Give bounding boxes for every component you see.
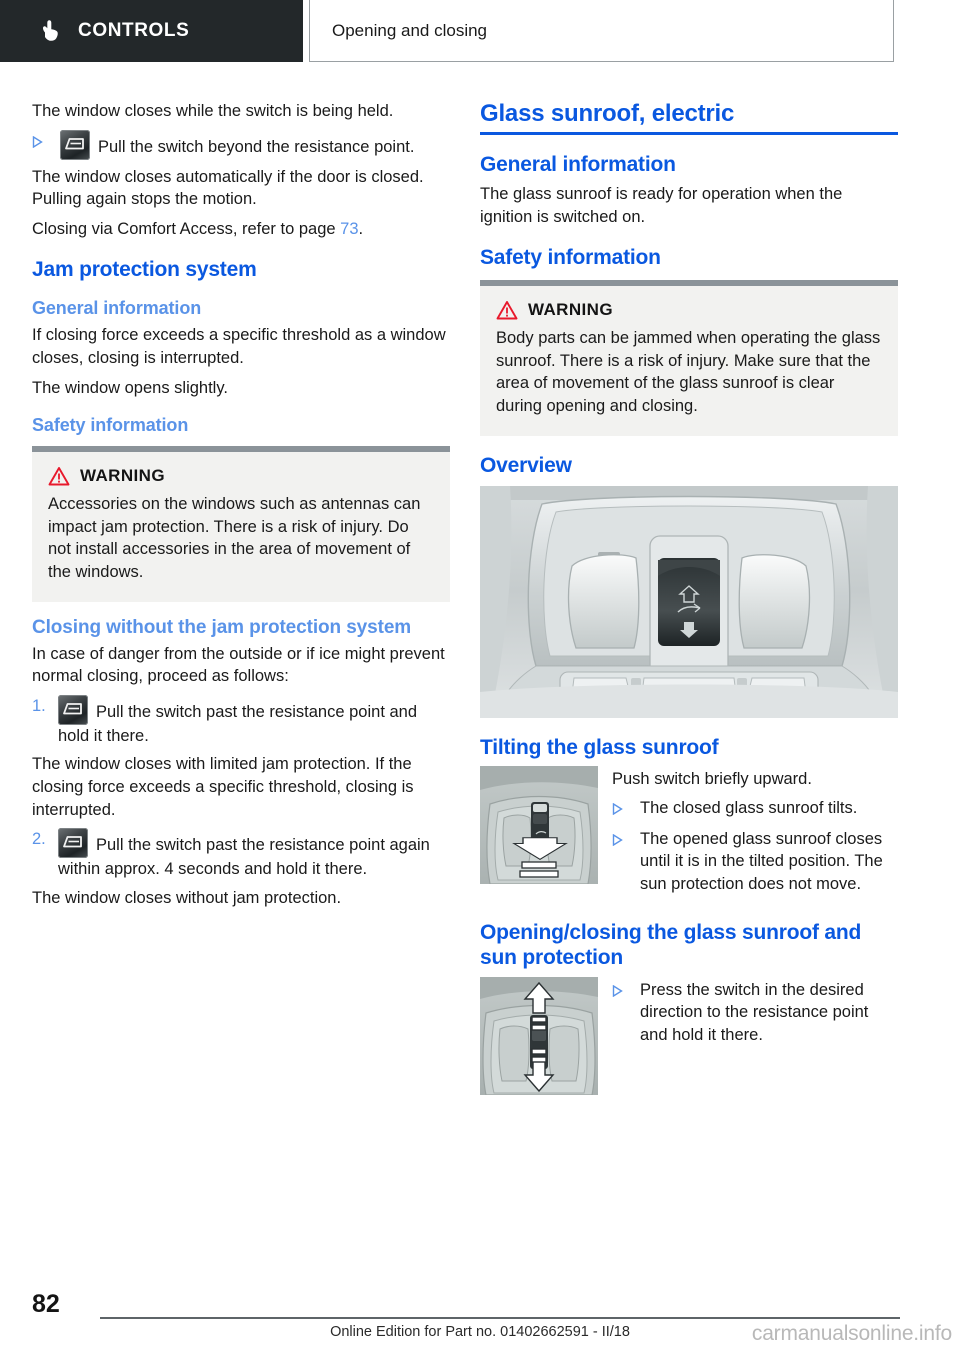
opening-closing-heading: Opening/closing the glass sunroof and sun protection [480, 920, 862, 970]
door-switch-icon [60, 130, 90, 160]
step-2-text: Pull the switch past the resistance point again within approx. 4 seconds and hold it there. [58, 836, 430, 879]
left-column [32, 100, 450, 916]
comfort-access-paragraph [32, 218, 450, 241]
step-2-text-wrap [58, 828, 450, 881]
door-switch-icon [58, 828, 88, 858]
page-footer [0, 1272, 960, 1362]
section-tab[interactable] [309, 0, 894, 62]
opening-text-block [612, 977, 898, 1095]
warning-title-right: WARNING [528, 300, 613, 320]
general-information-heading-left: General information [32, 298, 202, 319]
general-information-heading-right: General information [480, 153, 676, 176]
closing-without-jam-heading: Closing without the jam protection system [32, 616, 412, 638]
section-label: Opening and closing [332, 20, 488, 40]
tilting-sunroof-heading: Tilting the glass sunroof [480, 735, 719, 759]
sunroof-console-overview-image [480, 486, 898, 718]
triangle-bullet-icon [612, 797, 640, 822]
tilting-bullet-2 [612, 828, 898, 896]
general-info-text-right: The glass sunroof is ready for operation when the ignition is switched on. [480, 185, 843, 226]
pull-switch-text: Pull the switch beyond the resistance point. [98, 137, 415, 156]
auto-close-paragraph: The window closes automatically if the door is closed. Pulling again stops the motion. [32, 167, 424, 209]
footer-divider [100, 1317, 900, 1319]
opening-figure-row [480, 977, 898, 1095]
page-header [0, 0, 960, 68]
page-number: 82 [32, 1290, 60, 1318]
pull-switch-bullet [32, 130, 450, 160]
warning-title-left: WARNING [80, 466, 165, 486]
step-2-row [32, 828, 450, 881]
closing-intro-paragraph: In case of danger from the outside or if ice might prevent normal closing, proceed as follows: [32, 644, 445, 686]
chapter-tab[interactable] [0, 0, 303, 62]
warning-body [480, 286, 898, 435]
right-column [480, 100, 898, 1095]
warning-box-left [32, 446, 450, 601]
sunroof-switch-push-up-image [480, 766, 598, 884]
comfort-access-prefix: Closing via Comfort Access, refer to page [32, 219, 341, 238]
chapter-label: CONTROLS [78, 20, 190, 41]
warning-triangle-icon [496, 300, 518, 320]
jam-protection-heading: Jam protection system [32, 258, 257, 282]
warning-text-right: Body parts can be jammed when operating the glass sunroof. There is a risk of injury. Make sure that the area of movement of the glass sunroof is clear during opening and closing. [496, 329, 881, 415]
step-1-result: The window closes with limited jam protection. If the closing force exceeds a specific threshold, closing is interrupted. [32, 755, 414, 819]
tilting-text-block [612, 766, 898, 902]
warning-title-row [48, 466, 434, 486]
title-underline [480, 132, 898, 135]
site-watermark: carmanualsonline.info [751, 1322, 952, 1345]
edition-text: Online Edition for Part no. 01402662591 - II/18 [330, 1324, 630, 1340]
step-2-result: The window closes without jam protection. [32, 888, 342, 907]
warning-title-row [496, 300, 882, 320]
comfort-access-suffix: . [358, 219, 364, 238]
opening-bullet-1 [612, 979, 898, 1047]
tilting-bullet-1 [612, 797, 898, 822]
warning-text-left: Accessories on the windows such as antennas can impact jam protection. There is a risk of injury. Do not install accessories in the area of movement of the windows. [48, 495, 421, 581]
warning-body [32, 452, 450, 601]
triangle-bullet-icon [612, 979, 640, 1047]
step-1-row [32, 695, 450, 748]
pointing-hand-icon [38, 18, 64, 44]
opening-bullet-1-text: Press the switch in the desired direction to the resistance point and hold it there. [640, 980, 869, 1044]
triangle-bullet-icon [32, 130, 60, 160]
page-reference-link[interactable]: 73 [340, 219, 359, 238]
safety-information-heading-left: Safety information [32, 415, 189, 436]
tilting-figure-row [480, 766, 898, 902]
warning-triangle-icon [48, 466, 70, 486]
step-1-number: 1. [32, 696, 46, 715]
pull-switch-bullet-text [60, 130, 450, 160]
tilting-bullet-1-text: The closed glass sunroof tilts. [640, 799, 858, 818]
sunroof-switch-up-down-image [480, 977, 598, 1095]
door-switch-icon [58, 695, 88, 725]
general-info-paragraph-2: The window opens slightly. [32, 378, 228, 397]
triangle-bullet-icon [612, 828, 640, 896]
warning-box-right [480, 280, 898, 435]
step-1-text: Pull the switch past the resistance point and hold it there. [58, 702, 418, 745]
tilting-intro: Push switch briefly upward. [612, 769, 812, 788]
page-title: Glass sunroof, electric [480, 100, 735, 127]
step-1-text-wrap [58, 695, 450, 748]
general-info-paragraph-1: If closing force exceeds a specific threshold as a window closes, closing is interrupted. [32, 326, 446, 367]
step-2-number: 2. [32, 830, 46, 849]
intro-paragraph: The window closes while the switch is being held. [32, 102, 394, 120]
tilting-bullet-2-text: The opened glass sunroof closes until it is in the tilted position. The sun protection does not move. [640, 829, 883, 893]
safety-information-heading-right: Safety information [480, 246, 661, 270]
overview-heading: Overview [480, 453, 572, 477]
